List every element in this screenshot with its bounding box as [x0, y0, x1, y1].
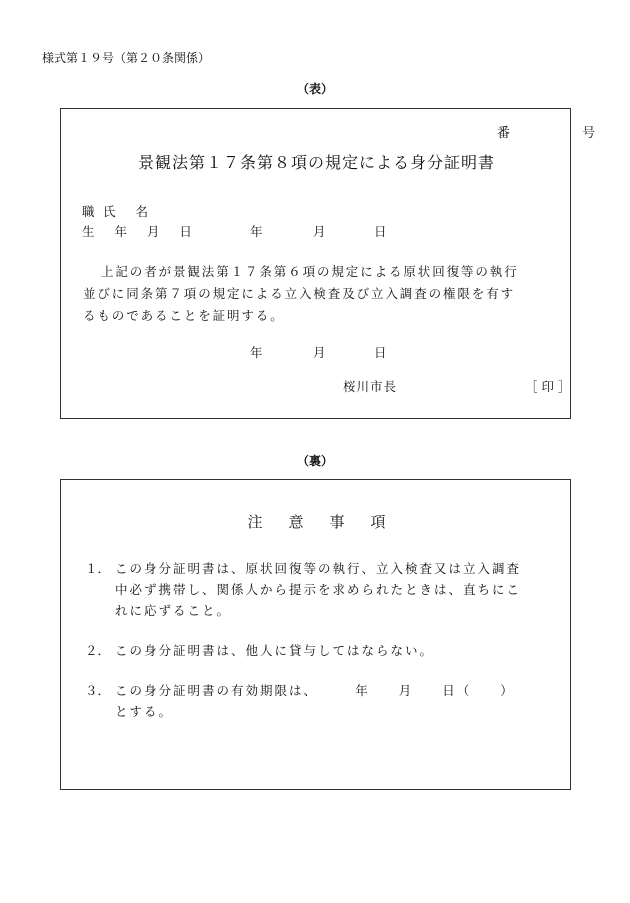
item-number: １． [85, 561, 111, 576]
form-number: 様式第１９号（第２０条関係） [42, 51, 211, 65]
position-label: 職 [82, 204, 103, 219]
id-card-back [60, 479, 571, 790]
notice-item-2 [85, 640, 434, 661]
birth-month-label: 月 [313, 224, 326, 239]
notice-item-3 [85, 680, 515, 722]
issue-day-label: 日 [374, 345, 387, 360]
birthdate-label: 生 年 月 日 [82, 224, 200, 239]
item-line: とする。 [115, 704, 174, 719]
certificate-title: 景観法第１７条第８項の規定による身分証明書 [137, 153, 495, 172]
issue-year-label: 年 [250, 345, 263, 360]
birth-year-label: 年 [250, 224, 263, 239]
issue-month-label: 月 [313, 345, 326, 360]
issuer-name: 桜川市長 [343, 379, 398, 394]
certification-statement [83, 261, 519, 327]
notice-title: 注意事項 [247, 513, 412, 531]
birth-day-label: 日 [374, 224, 387, 239]
id-card-front [60, 108, 630, 419]
item-line: 中必ず携帯し、関係人から提示を求められたときは、直ちにこ [115, 582, 522, 597]
back-side-label: （裏） [296, 454, 333, 468]
item-line: れに応ずること。 [115, 603, 232, 618]
statement-line: 上記の者が景観法第１７条第６項の規定による原状回復等の執行 [101, 264, 519, 279]
item-number: ２． [85, 643, 111, 658]
item-line: この身分証明書は、原状回復等の執行、立入検査又は立入調査 [115, 561, 522, 576]
front-side-label: （表） [296, 82, 333, 96]
statement-line: るものであることを証明する。 [83, 308, 285, 323]
name-label: 氏 名 [103, 204, 156, 219]
seal-mark: ［印］ [525, 379, 575, 394]
statement-line: 並びに同条第７項の規定による立入検査及び立入調査の権限を有す [83, 286, 516, 301]
notice-item-1 [85, 558, 521, 621]
item-line: この身分証明書は、他人に貸与してはならない。 [115, 643, 435, 658]
item-number: ３． [85, 683, 111, 698]
serial-number-label: 番 号 [497, 126, 630, 141]
item-line: この身分証明書の有効期限は、 年 月 日（ ） [115, 683, 515, 698]
